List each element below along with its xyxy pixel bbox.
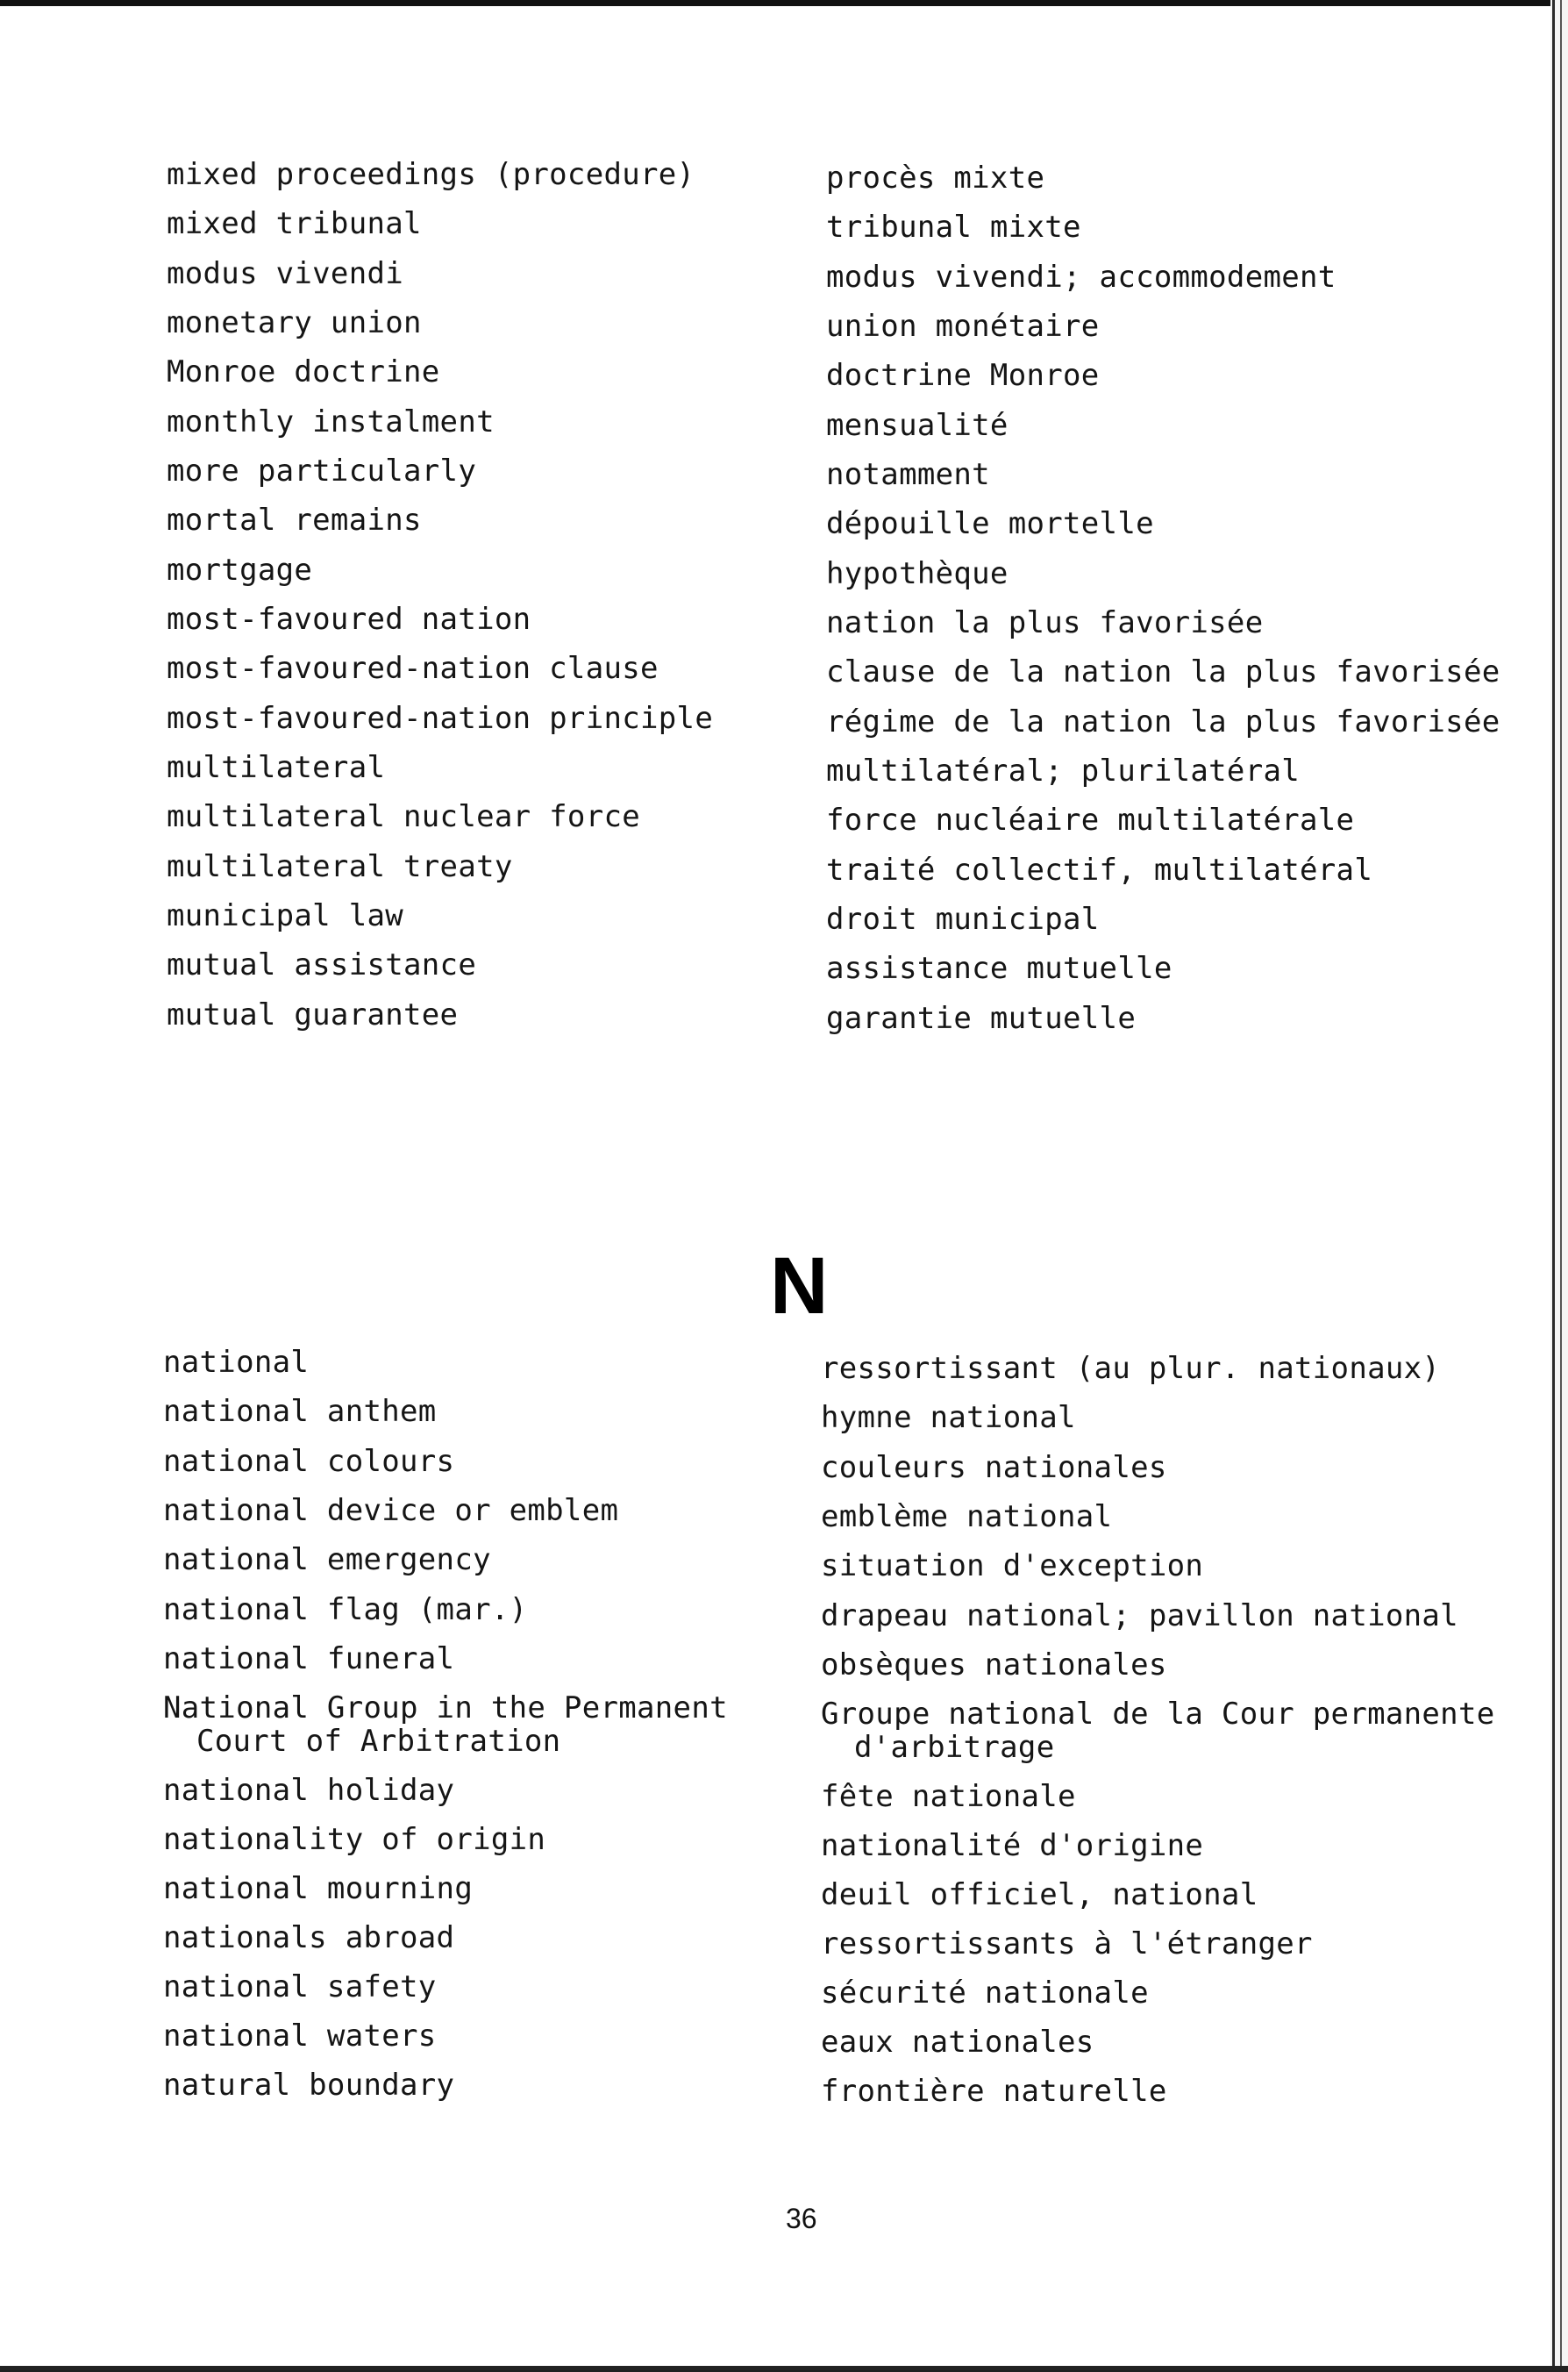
term-fr: emblème national [821, 1499, 1113, 1534]
term-fr: ressortissants à l'étranger [821, 1926, 1313, 1961]
term-fr: dépouille mortelle [826, 506, 1154, 541]
term-en: natural boundary [163, 2068, 455, 2103]
term-fr: eaux nationales [821, 2025, 1094, 2060]
term-en: nationals abroad [163, 1920, 455, 1955]
term-en: national holiday [163, 1773, 455, 1808]
term-fr: obsèques nationales [821, 1647, 1167, 1683]
term-en: multilateral treaty [167, 849, 513, 884]
term-fr: force nucléaire multilatérale [826, 803, 1355, 838]
term-en: national [163, 1345, 310, 1380]
term-fr: notamment [826, 457, 990, 492]
term-fr: union monétaire [826, 309, 1100, 344]
term-fr: situation d'exception [821, 1548, 1204, 1583]
term-en: national flag (mar.) [163, 1592, 528, 1627]
term-fr: multilatéral; plurilatéral [826, 754, 1301, 789]
term-fr: hypothèque [826, 556, 1009, 591]
term-fr: garantie mutuelle [826, 1001, 1137, 1036]
term-en: multilateral nuclear force [167, 799, 641, 834]
term-en-multiline [163, 1691, 728, 1758]
scan-bottom-edge [0, 2366, 1568, 2372]
term-fr: nationalité d'origine [821, 1828, 1204, 1863]
term-fr: couleurs nationales [821, 1450, 1167, 1485]
term-en: mixed tribunal [167, 206, 422, 241]
term-fr: procès mixte [826, 161, 1045, 196]
term-fr: nation la plus favorisée [826, 605, 1264, 640]
term-en: more particularly [167, 454, 477, 489]
term-en: national anthem [163, 1394, 437, 1429]
term-en: Monroe doctrine [167, 354, 440, 389]
term-fr: traité collectif, multilatéral [826, 853, 1373, 888]
term-fr: clause de la nation la plus favorisée [826, 654, 1500, 689]
term-en-line1: National Group in the Permanent [163, 1690, 728, 1725]
page-number: 36 [786, 2203, 817, 2234]
scan-top-edge [0, 0, 1568, 6]
term-en: monthly instalment [167, 404, 495, 439]
term-fr: ressortissant (au plur. nationaux) [821, 1351, 1441, 1386]
binding-line [1552, 0, 1555, 2372]
term-en: mortal remains [167, 503, 422, 538]
term-fr: deuil officiel, national [821, 1877, 1258, 1912]
term-en: mixed proceedings (procedure) [167, 157, 695, 192]
term-en: national colours [163, 1444, 455, 1479]
term-fr: frontière naturelle [821, 2074, 1167, 2109]
section-letter-heading: N [770, 1241, 827, 1331]
term-en: most-favoured nation [167, 602, 531, 637]
term-en: nationality of origin [163, 1822, 546, 1857]
term-fr: fête nationale [821, 1779, 1076, 1814]
term-en: multilateral [167, 750, 386, 785]
term-fr-line1: Groupe national de la Cour permanente [821, 1697, 1495, 1732]
term-en: mutual assistance [167, 947, 477, 982]
term-en: most-favoured-nation clause [167, 651, 659, 686]
term-en: monetary union [167, 305, 422, 340]
term-en: mortgage [167, 553, 313, 588]
term-en: most-favoured-nation principle [167, 701, 714, 736]
term-fr: hymne national [821, 1400, 1076, 1435]
binding-line-inner [1560, 0, 1562, 2372]
term-fr: assistance mutuelle [826, 951, 1172, 986]
term-en-line2: Court of Arbitration [196, 1724, 561, 1759]
term-en: national waters [163, 2018, 437, 2054]
term-en: national mourning [163, 1871, 474, 1906]
term-fr: modus vivendi; accommodement [826, 260, 1336, 295]
term-en: national emergency [163, 1542, 491, 1577]
term-en: national device or emblem [163, 1493, 619, 1528]
term-fr: sécurité nationale [821, 1975, 1149, 2011]
term-en: national funeral [163, 1641, 455, 1676]
term-en: modus vivendi [167, 256, 404, 291]
term-en: national safety [163, 1969, 437, 2004]
term-fr: régime de la nation la plus favorisée [826, 704, 1500, 739]
term-fr-line2: d'arbitrage [854, 1730, 1055, 1765]
term-fr: doctrine Monroe [826, 358, 1100, 393]
term-fr: droit municipal [826, 902, 1100, 937]
term-en: mutual guarantee [167, 997, 459, 1032]
term-fr: tribunal mixte [826, 210, 1081, 245]
term-en: municipal law [167, 898, 404, 933]
term-fr-multiline [821, 1697, 1494, 1764]
term-fr: mensualité [826, 408, 1009, 443]
term-fr: drapeau national; pavillon national [821, 1598, 1458, 1633]
